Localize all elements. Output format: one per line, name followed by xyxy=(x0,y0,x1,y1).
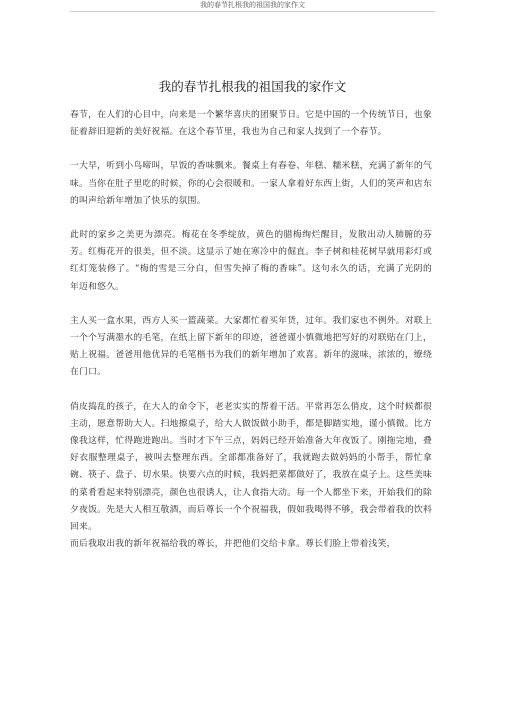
paragraph-3: 此时的家乡之美更为漂亮。梅花在冬季绽放，黄色的腊梅绚烂醒目，发散出动人肺腑的芬芳。红梅花开的很美，但不淡。这显示了她在寒冷中的倔直。李子树和桂花树早就用彩灯或红灯笼装修了。“梅的雪是三分白，但雪失掉了梅的香味”。这句永久的话，充满了光阴的年迈和悠久。 xyxy=(70,230,432,292)
paragraph-4: 主人买一盒水果，西方人买一篮蔬菜。大家都忙着买年货，过年。我们家也不例外。对联上一个个写满墨水的毛笔，在纸上留下新年的印迹，爸爸谨小慎微地把写好的对联贴在门上，贴上祝福。爸爸用他优异的毛笔楷书为我们的新年增加了欢喜。新年的滋味，浓浓的，缭绕在门口。 xyxy=(70,315,432,378)
header-divider xyxy=(70,11,435,12)
paragraph-6: 而后我取出我的新年祝福给我的尊长，并把他们交给卡拿。尊长们脸上带着浅笑， xyxy=(70,539,396,550)
paragraph-5: 俏皮捣乱的孩子，在大人的命令下，老老实实的帮着干活。平常再怎么俏皮，这个时候都很主动，愿意帮助大人。扫地擦桌子，给大人做饭做小助手，都是脚踏实地，谨小慎微。比方像我这样，忙得跑进跑出。当时才下午三点，妈妈已经开始准备大年夜饭了。刚拖完地，叠好衣服整理桌子，被叫去整理东西。全部都准备好了，我就跑去做妈妈的小帮手，帮忙拿碗、筷子、盘子、切水果。快要六点的时候，我妈把菜都做好了，我放在桌子上。这些美味的菜肴看起来特别漂亮，颜色也很诱人，让人食指大动。每一个人都坐下来，开始我们的除夕夜饭。先是大人相互敬酒，而后尊长一个个祝福我，假如我喝得不够，我会带着我的饮料回来。 xyxy=(70,401,432,533)
document-title: 我的春节扎根我的祖国我的家作文 xyxy=(158,79,347,94)
paragraph-2: 一大早，听到小鸟啼叫，早饭的香味飘来。餐桌上有春卷、年糕、糯米糕，充满了新年的气味。当你在肚子里吃的时候，你的心会很暖和。一家人拿着好东西上街，人们的笑声和店东的叫声给新年增加了快乐的氛围。 xyxy=(70,161,432,206)
running-header: 我的春节扎根我的祖国我的家作文 xyxy=(200,1,305,9)
document-body xyxy=(70,107,432,553)
paragraph-1: 春节，在人们的心目中，向来是一个繁华喜庆的团聚节日。它是中国的一个传统节日，也象征着辞旧迎新的美好祝福。在这个春节里，我也为自己和家人找到了一个春节。 xyxy=(70,110,432,138)
